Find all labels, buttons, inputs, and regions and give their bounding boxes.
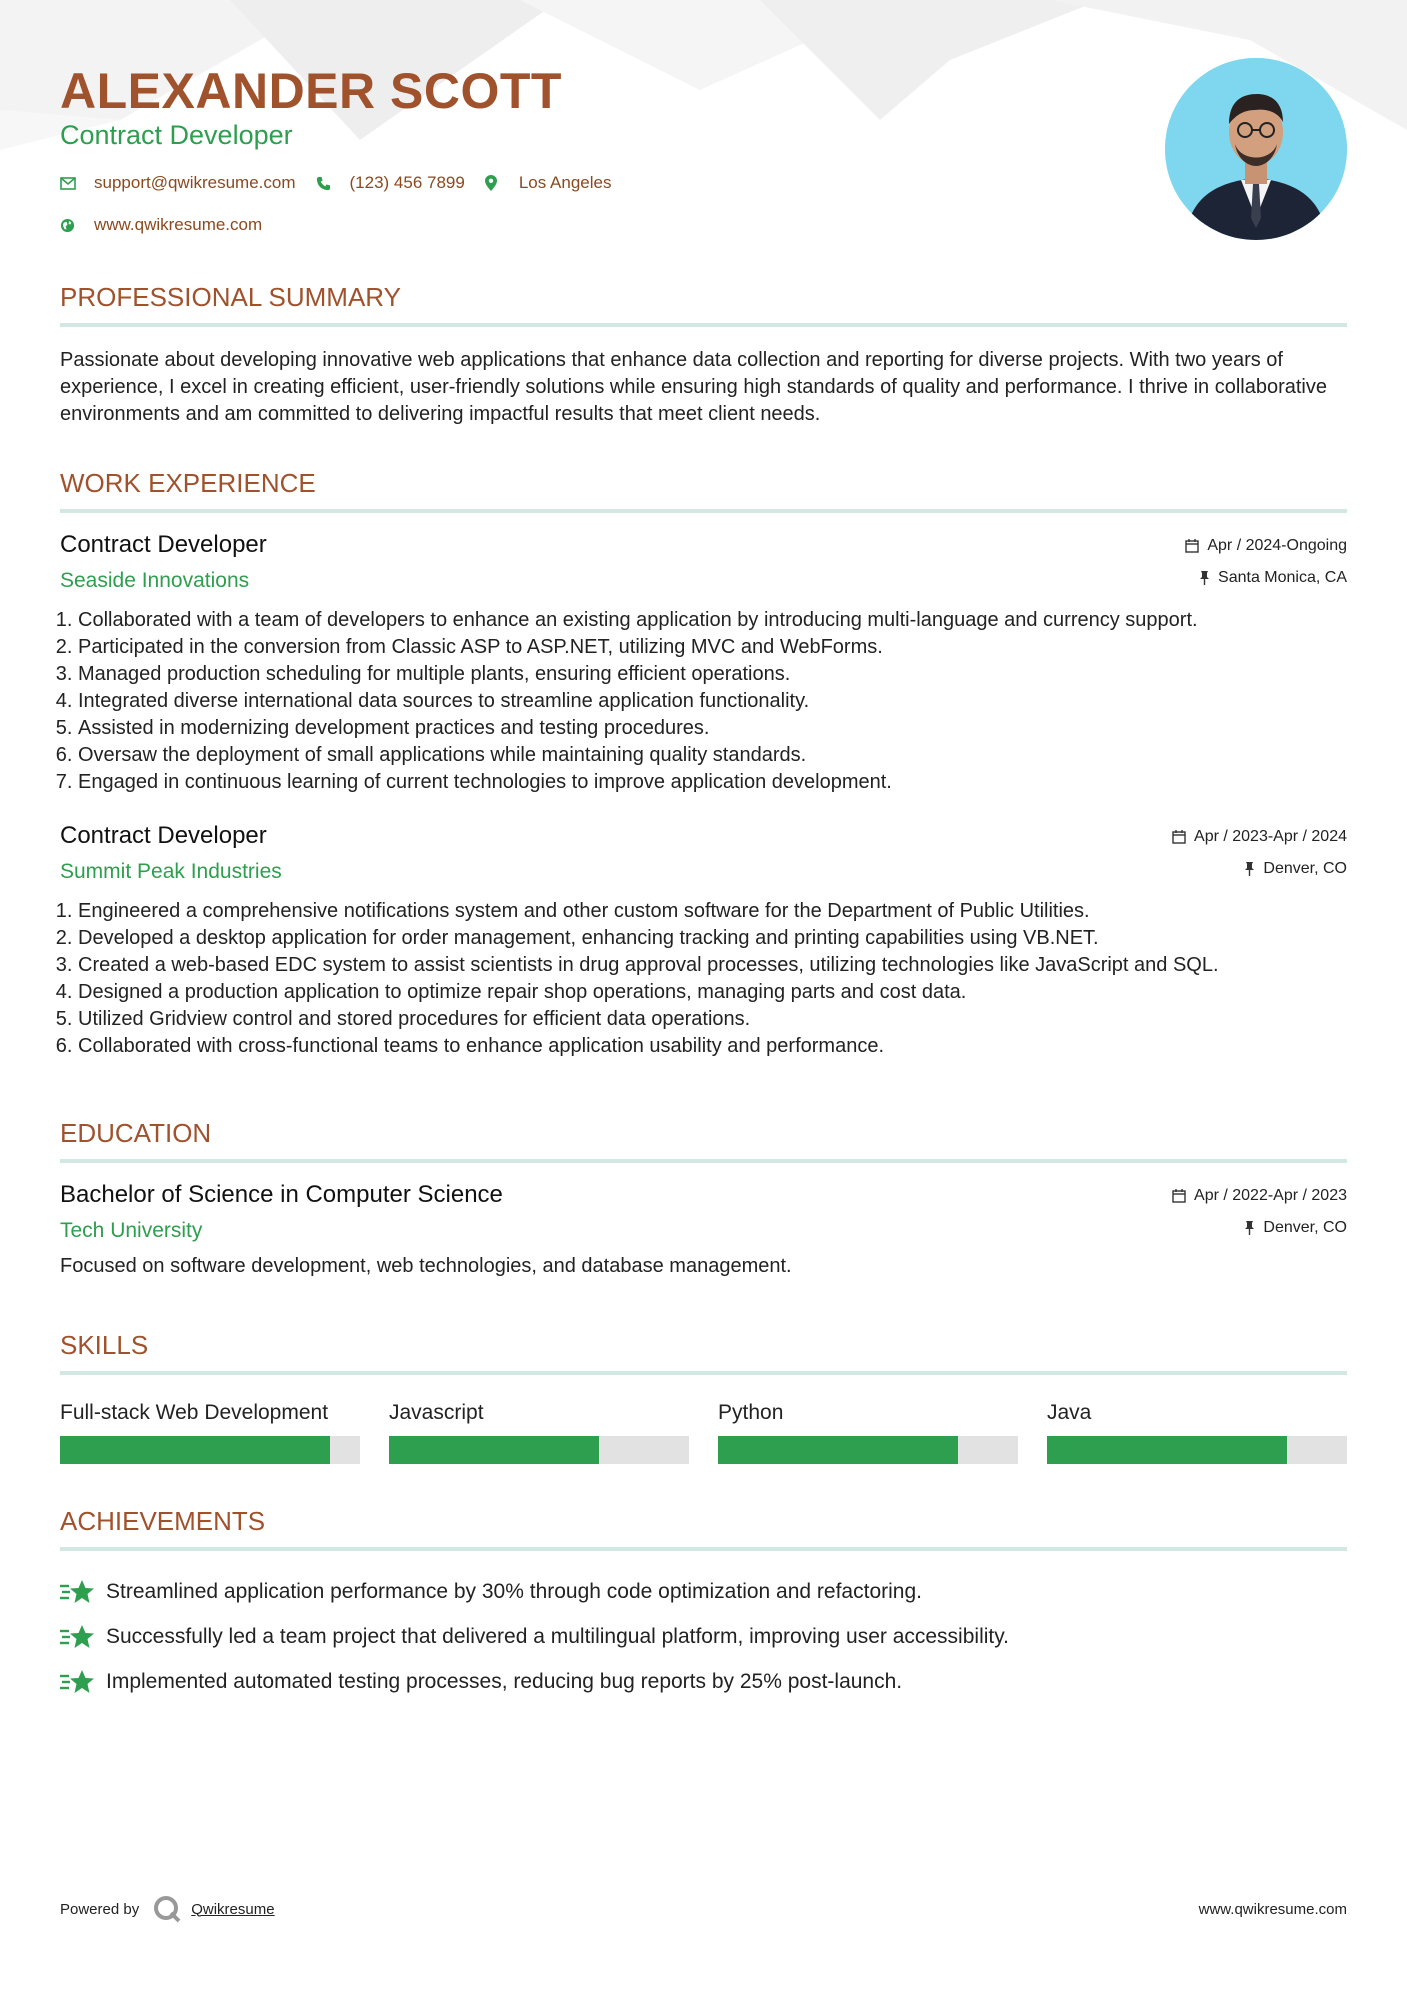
contact-row-website bbox=[60, 215, 282, 235]
powered-by-label: Powered by bbox=[60, 1900, 140, 1918]
list-item: 3. Created a web-based EDC system to assist scientists in drug approval processes, utilizing technologies like JavaScript and SQL. bbox=[78, 952, 1347, 979]
achievements-list bbox=[60, 1569, 1347, 1704]
skill-name: Java bbox=[1047, 1401, 1092, 1424]
job-location: Santa Monica, CA bbox=[1218, 569, 1347, 586]
list-item: 7. Engaged in continuous learning of current technologies to improve application development. bbox=[78, 769, 1347, 796]
contact-row bbox=[60, 173, 631, 193]
skill-name: Full-stack Web Development bbox=[60, 1401, 329, 1424]
star-icon bbox=[60, 1668, 94, 1696]
achievement-text: Successfully led a team project that delivered a multilingual platform, improving user accessibility. bbox=[106, 1624, 1010, 1648]
list-item bbox=[60, 1614, 1347, 1659]
avatar bbox=[1165, 58, 1347, 240]
section-title-education: EDUCATION bbox=[60, 1118, 1347, 1163]
summary-section bbox=[60, 282, 1347, 428]
experience-section bbox=[60, 468, 1347, 1060]
job-company: Seaside Innovations bbox=[60, 569, 250, 592]
skills-section bbox=[60, 1330, 1347, 1464]
section-title-experience: WORK EXPERIENCE bbox=[60, 468, 1347, 513]
list-item: 6. Oversaw the deployment of small applications while maintaining quality standards. bbox=[78, 742, 1347, 769]
skill-bar bbox=[389, 1436, 689, 1464]
job-company: Summit Peak Industries bbox=[60, 860, 282, 883]
skill-bar-fill bbox=[389, 1436, 599, 1464]
candidate-name: ALEXANDER SCOTT bbox=[60, 63, 562, 119]
job-title: Contract Developer bbox=[60, 531, 267, 558]
list-item: 4. Integrated diverse international data sources to streamline application functionality. bbox=[78, 688, 1347, 715]
list-item bbox=[60, 1659, 1347, 1704]
contact-location: Los Angeles bbox=[518, 173, 612, 192]
section-title-skills: SKILLS bbox=[60, 1330, 1347, 1375]
job-location: Denver, CO bbox=[1263, 860, 1347, 877]
job-bullets bbox=[60, 607, 1347, 796]
calendar-icon bbox=[1185, 539, 1199, 553]
skills-list bbox=[60, 1399, 1347, 1464]
list-item: 2. Developed a desktop application for order management, enhancing tracking and printing capabilities using VB.NET. bbox=[78, 925, 1347, 952]
job-title: Contract Developer bbox=[60, 822, 267, 849]
skill-bar-fill bbox=[60, 1436, 330, 1464]
achievements-section bbox=[60, 1506, 1347, 1704]
globe-icon bbox=[60, 218, 82, 233]
skill-item bbox=[718, 1399, 1018, 1464]
list-item: 1. Collaborated with a team of developers to enhance an existing application by introducing multi-language and currency support. bbox=[78, 607, 1347, 634]
skill-item bbox=[1047, 1399, 1347, 1464]
education-description: Focused on software development, web technologies, and database management. bbox=[60, 1255, 792, 1277]
skill-bar-fill bbox=[1047, 1436, 1287, 1464]
education-location: Denver, CO bbox=[1263, 1219, 1347, 1236]
education-dates: Apr / 2022-Apr / 2023 bbox=[1194, 1187, 1347, 1204]
skill-bar bbox=[718, 1436, 1018, 1464]
section-title-summary: PROFESSIONAL SUMMARY bbox=[60, 282, 1347, 327]
star-icon bbox=[60, 1578, 94, 1606]
job-entry bbox=[60, 822, 1347, 1060]
job-bullets bbox=[60, 898, 1347, 1060]
skill-name: Python bbox=[718, 1401, 784, 1424]
list-item: 1. Engineered a comprehensive notifications system and other custom software for the Department of Public Utilities. bbox=[78, 898, 1347, 925]
section-title-achievements: ACHIEVEMENTS bbox=[60, 1506, 1347, 1551]
star-icon bbox=[60, 1623, 94, 1651]
list-item: 3. Managed production scheduling for multiple plants, ensuring efficient operations. bbox=[78, 661, 1347, 688]
resume-header bbox=[60, 0, 1347, 245]
qwikresume-link[interactable]: Qwikresume bbox=[191, 1900, 275, 1918]
job-entry bbox=[60, 531, 1347, 796]
degree-title: Bachelor of Science in Computer Science bbox=[60, 1181, 503, 1208]
skill-item bbox=[389, 1399, 689, 1464]
map-marker-icon bbox=[485, 175, 507, 191]
skill-bar bbox=[1047, 1436, 1347, 1464]
calendar-icon bbox=[1172, 830, 1186, 844]
candidate-role: Contract Developer bbox=[60, 120, 293, 150]
education-entry bbox=[60, 1181, 1347, 1280]
summary-text: Passionate about developing innovative web applications that enhance data collection and reporting for diverse projects. With two years of experience, I excel in creating efficient, user-friendly solutions while ensuring high standards of quality and performance. I thrive in collaborative environments and am committed to delivering impactful results that meet client needs. bbox=[60, 349, 1327, 425]
contact-phone[interactable]: (123) 456 7899 bbox=[349, 173, 465, 192]
list-item bbox=[60, 1569, 1347, 1614]
phone-icon bbox=[316, 176, 338, 191]
calendar-icon bbox=[1172, 1189, 1186, 1203]
list-item: 6. Collaborated with cross-functional teams to enhance application usability and performance. bbox=[78, 1033, 1347, 1060]
pushpin-icon bbox=[1199, 571, 1210, 585]
list-item: 5. Assisted in modernizing development practices and testing procedures. bbox=[78, 715, 1347, 742]
education-section bbox=[60, 1118, 1347, 1280]
pushpin-icon bbox=[1244, 862, 1255, 876]
skill-bar-fill bbox=[718, 1436, 958, 1464]
job-dates: Apr / 2024-Ongoing bbox=[1207, 537, 1347, 554]
skill-bar bbox=[60, 1436, 360, 1464]
pushpin-icon bbox=[1244, 1221, 1255, 1235]
contact-website[interactable]: www.qwikresume.com bbox=[94, 215, 263, 234]
envelope-icon bbox=[60, 177, 82, 190]
contact-email[interactable]: support@qwikresume.com bbox=[94, 173, 296, 192]
list-item: 2. Participated in the conversion from Classic ASP to ASP.NET, utilizing MVC and WebForms. bbox=[78, 634, 1347, 661]
footer-website[interactable]: www.qwikresume.com bbox=[1198, 1900, 1347, 1918]
achievement-text: Streamlined application performance by 30% through code optimization and refactoring. bbox=[106, 1579, 922, 1603]
achievement-text: Implemented automated testing processes, reducing bug reports by 25% post-launch. bbox=[106, 1669, 903, 1693]
list-item: 4. Designed a production application to optimize repair shop operations, managing parts and cost data. bbox=[78, 979, 1347, 1006]
list-item: 5. Utilized Gridview control and stored procedures for efficient data operations. bbox=[78, 1006, 1347, 1033]
job-dates: Apr / 2023-Apr / 2024 bbox=[1194, 828, 1347, 845]
skill-name: Javascript bbox=[389, 1401, 484, 1424]
skill-item bbox=[60, 1399, 360, 1464]
school-name: Tech University bbox=[60, 1219, 203, 1242]
